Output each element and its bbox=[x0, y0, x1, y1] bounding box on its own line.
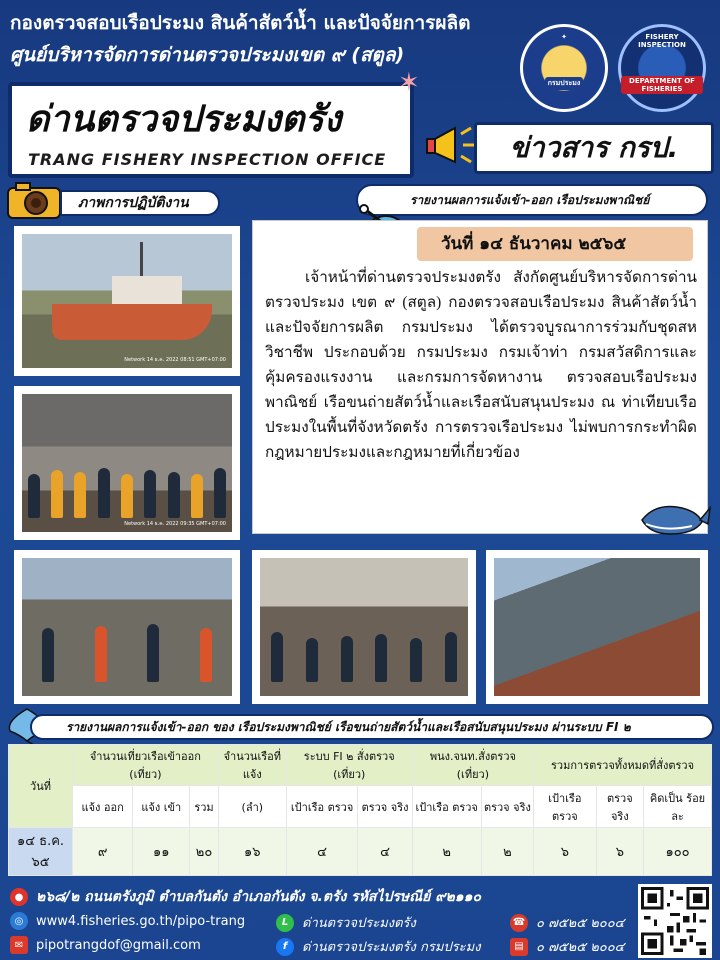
photo-timestamp: Network 14 ธ.ค. 2022 09:35 GMT+07:00 bbox=[124, 521, 226, 527]
sub-total-actual: ตรวจ จริง bbox=[596, 786, 643, 827]
person bbox=[214, 468, 226, 518]
title-box bbox=[8, 82, 414, 178]
boat-hull bbox=[52, 304, 212, 340]
table-header-row bbox=[9, 745, 712, 786]
cell-percent: ๑๐๐ bbox=[644, 827, 712, 875]
col-boats: จำนวนเรือที่แจ้ง bbox=[218, 745, 286, 786]
photo-crew-check bbox=[14, 550, 240, 704]
header-line2: ศูนย์บริหารจัดการด่านตรวจประมงเขต ๙ (สตูล) bbox=[10, 44, 405, 66]
photo-people bbox=[22, 458, 232, 518]
person bbox=[74, 472, 86, 518]
fax-number: ๐ ๗๕๒๕ ๒๐๐๔ bbox=[536, 940, 625, 955]
website-link[interactable]: www4.fisheries.go.th/pipo-trang bbox=[36, 913, 246, 929]
footer-line[interactable] bbox=[276, 912, 416, 933]
report-section-label: รายงานผลการแจ้งเข้า-ออก เรือประมงพาณิชย์ bbox=[356, 184, 708, 216]
person bbox=[271, 632, 283, 682]
photo-timestamp: Network 14 ธ.ค. 2022 08:51 GMT+07:00 bbox=[124, 357, 226, 363]
sub-out: แจ้ง ออก bbox=[73, 786, 133, 827]
facebook-icon: f bbox=[276, 938, 294, 956]
address-text: ๒๖๘/๒ ถนนตรังภูมิ ตำบลกันตัง อำเภอกันตัง จ.ตรัง รหัสไปรษณีย์ ๙๒๑๑๐ bbox=[36, 889, 482, 905]
sub-percent: คิดเป็น ร้อยละ bbox=[644, 786, 712, 827]
globe-icon: ◎ bbox=[10, 912, 28, 930]
cell-in: ๑๑ bbox=[133, 827, 190, 875]
photo-people bbox=[22, 622, 232, 682]
person bbox=[98, 468, 110, 518]
photo-image bbox=[22, 558, 232, 696]
page-title: ด่านตรวจประมงตรัง bbox=[26, 99, 342, 140]
photo-image bbox=[22, 234, 232, 368]
sub-in: แจ้ง เข้า bbox=[133, 786, 190, 827]
cell-total-actual: ๖ bbox=[596, 827, 643, 875]
fi-logo-top-text: FISHERY INSPECTION bbox=[638, 33, 686, 49]
table-row bbox=[9, 827, 712, 875]
email-link[interactable]: pipotrangdof@gmail.com bbox=[36, 937, 201, 953]
person bbox=[144, 470, 156, 518]
report-body: เจ้าหน้าที่ด่านตรวจประมงตรัง สังกัดศูนย์บริหารจัดการด่านตรวจประมง เขต ๙ (สตูล) กองตรวจสอบเรือประมง สินค้าสัตว์น้ำ และปัจจัยการผลิต กรมประมง ได้ตรวจบูรณาการร่วมกับชุดสหวิชาชีพ ประกอบด้วย กรมประมง กรมเจ้าท่า กรมสวัสดิการและคุ้มครองแรงงาน และกรมการจัดหางาน ตรวจสอบเรือประมงพาณิชย์ เรือขนถ่ายสัตว์น้ำและเรือสนับสนุนประมง ณ ท่าเทียบเรือประมงในพื้นที่จังหวัดตรัง การตรวจเรือประมง ไม่พบการกระทำผิดกฎหมายประมงและกฎหมายที่เกี่ยวข้อง bbox=[265, 269, 697, 461]
header-line1: กองตรวจสอบเรือประมง สินค้าสัตว์น้ำ และปัจจัยการผลิต bbox=[10, 12, 471, 34]
col-fi2: ระบบ FI ๒ สั่งตรวจ (เที่ยว) bbox=[286, 745, 412, 786]
footer-email[interactable] bbox=[10, 936, 201, 954]
sub-pipo-actual: ตรวจ จริง bbox=[481, 786, 533, 827]
location-pin-icon: ● bbox=[10, 888, 28, 906]
person bbox=[168, 472, 180, 518]
sub-pipo-target: เป้าเรือ ตรวจ bbox=[412, 786, 481, 827]
sub-unit: (ลำ) bbox=[218, 786, 286, 827]
col-date: วันที่ bbox=[9, 745, 73, 828]
photo-people bbox=[260, 622, 468, 682]
table-subheader-row bbox=[9, 786, 712, 827]
photo-image bbox=[494, 558, 700, 696]
person bbox=[42, 628, 54, 682]
footer bbox=[0, 882, 720, 960]
phone-number[interactable]: ๐ ๗๕๒๕ ๒๐๐๔ bbox=[536, 916, 625, 931]
email-icon: ✉ bbox=[10, 936, 28, 954]
cell-fi2-target: ๔ bbox=[286, 827, 358, 875]
sub-fi2-target: เป้าเรือ ตรวจ bbox=[286, 786, 358, 827]
photo-fish-catch bbox=[486, 550, 708, 704]
footer-address bbox=[10, 886, 481, 908]
qr-code-icon bbox=[641, 887, 709, 955]
person bbox=[28, 474, 40, 518]
table-title: รายงานผลการแจ้งเข้า-ออก ของ เรือประมงพาณิชย์ เรือขนถ่ายสัตว์น้ำและเรือสนับสนุนประมง ผ่านระบบ FI ๒ bbox=[30, 714, 714, 740]
camera-icon bbox=[6, 180, 64, 220]
photo-image bbox=[260, 558, 468, 696]
photo-inspection-team bbox=[14, 386, 240, 540]
footer-website[interactable] bbox=[10, 912, 245, 930]
cell-total-target: ๖ bbox=[534, 827, 597, 875]
fax-icon: ▤ bbox=[510, 938, 528, 956]
cell-sum: ๒๐ bbox=[190, 827, 219, 875]
person bbox=[147, 624, 159, 682]
cell-pipo-actual: ๒ bbox=[481, 827, 533, 875]
photo-fishing-boat bbox=[14, 226, 240, 376]
footer-phone[interactable] bbox=[510, 912, 625, 933]
footer-fax bbox=[510, 936, 625, 957]
person bbox=[445, 632, 457, 682]
megaphone-icon bbox=[425, 124, 477, 168]
cell-date: ๑๔ ธ.ค. ๖๕ bbox=[9, 827, 73, 875]
line-account[interactable]: ด่านตรวจประมงตรัง bbox=[302, 916, 416, 931]
person bbox=[375, 634, 387, 682]
col-total: รวมการตรวจทั้งหมดที่สั่งตรวจ bbox=[534, 745, 712, 786]
starfish-icon: ✶ bbox=[398, 68, 420, 98]
report-date: วันที่ ๑๔ ธันวาคม ๒๕๖๕ bbox=[417, 227, 693, 261]
fishery-inspection-logo bbox=[618, 24, 706, 112]
col-trips: จำนวนเที่ยวเรือเข้าออก (เที่ยว) bbox=[73, 745, 219, 786]
person bbox=[200, 628, 212, 682]
person bbox=[95, 626, 107, 682]
col-pipo: พนง.จนท.สั่งตรวจ (เที่ยว) bbox=[412, 745, 533, 786]
sub-total-target: เป้าเรือ ตรวจ bbox=[534, 786, 597, 827]
fi-logo-bottom-text: DEPARTMENT OF FISHERIES bbox=[621, 76, 703, 94]
person bbox=[306, 638, 318, 682]
cell-out: ๙ bbox=[73, 827, 133, 875]
page-subtitle: TRANG FISHERY INSPECTION OFFICE bbox=[28, 150, 387, 169]
facebook-page[interactable]: ด่านตรวจประมงตรัง กรมประมง bbox=[302, 940, 481, 955]
sub-sum: รวม bbox=[190, 786, 219, 827]
phone-icon: ☎ bbox=[510, 914, 528, 932]
cell-pipo-target: ๒ bbox=[412, 827, 481, 875]
report-panel bbox=[252, 220, 708, 534]
report-table bbox=[8, 744, 712, 876]
person bbox=[341, 636, 353, 682]
dof-logo-text: กรมประมง bbox=[545, 77, 584, 90]
photo-image bbox=[22, 394, 232, 532]
photo-pier-inspection bbox=[252, 550, 476, 704]
cell-boats: ๑๖ bbox=[218, 827, 286, 875]
line-app-icon: L bbox=[276, 914, 294, 932]
person bbox=[121, 474, 133, 518]
qr-code[interactable] bbox=[638, 884, 712, 958]
person bbox=[410, 638, 422, 682]
news-badge: ข่าวสาร กรป. bbox=[474, 122, 714, 174]
person bbox=[191, 474, 203, 518]
cell-fi2-actual: ๔ bbox=[358, 827, 412, 875]
footer-facebook[interactable] bbox=[276, 936, 481, 957]
dof-logo-icon: ✦ bbox=[561, 33, 567, 41]
dof-logo bbox=[520, 24, 608, 112]
person bbox=[51, 470, 63, 518]
whale-icon bbox=[636, 494, 712, 540]
photos-section-label: ภาพการปฏิบัติงาน bbox=[60, 190, 220, 216]
sub-fi2-actual: ตรวจ จริง bbox=[358, 786, 412, 827]
